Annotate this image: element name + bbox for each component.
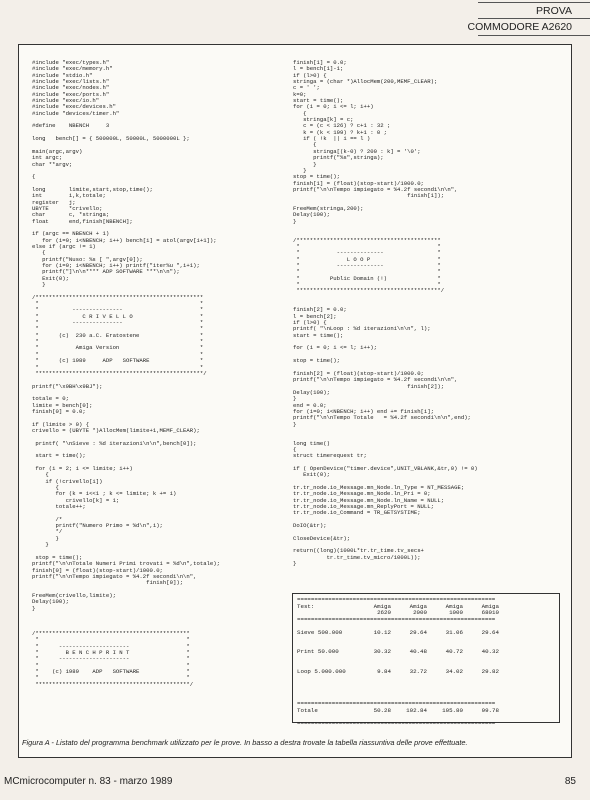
code-line: /******************************************* — [293, 236, 441, 244]
code-line: main(argc,argv) — [32, 147, 83, 155]
code-line: tr.tr_node.io_Message.mn_ReplyPort = NULL; — [293, 503, 434, 511]
code-line: Exit(0); — [293, 471, 330, 479]
code-line: * --------------------- * — [32, 642, 190, 650]
code-line: DoIO(&tr); — [293, 522, 327, 530]
cell-value: 9.84 — [377, 667, 391, 675]
row-label: Totale — [297, 706, 318, 714]
table-row — [297, 669, 563, 682]
row-label: Test: — [297, 602, 315, 610]
code-line: totale = 0; — [32, 395, 69, 403]
cell-value: 29.64 — [481, 628, 499, 636]
code-line: end = 0.0; — [293, 401, 327, 409]
table-header — [297, 604, 563, 617]
code-line: long bench[] = { 500000L, 50000L, 5000000L }; — [32, 135, 190, 143]
code-line: finish[0]); — [32, 579, 184, 587]
code-line: { — [32, 249, 46, 257]
table-rule: ========================================================= — [297, 596, 496, 603]
code-line: printf("\x9BH\x9BJ"); — [32, 382, 103, 390]
code-line: * (c) 230 a.C. Eratostene * — [32, 331, 204, 339]
code-line: if (l>0) { — [293, 71, 327, 79]
code-line: stringa[(k-0) ? 200 : k] = '\0'; — [293, 147, 421, 155]
code-line: if (!crivello[i]) — [32, 477, 103, 485]
code-line: * * — [32, 661, 190, 669]
code-line: printf("\n\nTotale Numeri Primi trovati = %d\n",totale); — [32, 560, 220, 568]
cell-value: 32.72 — [409, 667, 427, 675]
code-line: finish[1]); — [293, 192, 445, 200]
code-line: k=0; — [293, 90, 307, 98]
code-line: crivello[k] = 1; — [32, 496, 120, 504]
code-line: /************************************************** — [32, 293, 204, 301]
code-line: } — [32, 281, 46, 289]
code-line: * * — [32, 350, 204, 358]
code-line: printf("Nuso: %s [ ",argv[0]); — [32, 255, 143, 263]
table-row — [297, 649, 563, 662]
code-line: * B E N C H P R I N T * — [32, 648, 190, 656]
code-line: char c, *stringa; — [32, 211, 110, 219]
code-line: * --------------- * — [32, 306, 204, 314]
code-line: **********************************************/ — [32, 680, 194, 688]
code-line: { — [32, 484, 59, 492]
code-line: #include "exec/ports.h" — [32, 90, 110, 98]
code-line: stop = time(); — [293, 173, 340, 181]
cell-value: 102.84 — [406, 706, 427, 714]
code-line: #include "exec/devices.h" — [32, 103, 116, 111]
table-rule: ========================================================= — [297, 700, 496, 707]
code-line: stop = time(); — [293, 357, 340, 365]
code-line: printf("]\n\n**** ADP SOFTWARE ***\n\n"); — [32, 268, 180, 276]
code-line: #include "exec/lists.h" — [32, 78, 110, 86]
code-line: FreeMem(crivello,limite); — [32, 591, 116, 599]
code-line: * * — [32, 363, 204, 371]
header-rule-bottom — [478, 35, 590, 36]
code-line: #include "stdio.h" — [32, 71, 93, 79]
code-line: * L O O P * — [293, 255, 441, 263]
row-label: Loop 5.000.000 — [297, 667, 346, 675]
cell-value: 10.12 — [373, 628, 391, 636]
code-line: { — [32, 471, 49, 479]
code-line: } — [293, 420, 297, 428]
code-line: Delay(100); — [32, 598, 69, 606]
code-line: * (c) 1989 ADP SOFTWARE * — [32, 668, 190, 675]
code-line: #include "exec/nodes.h" — [32, 84, 110, 92]
code-line: } — [293, 217, 297, 225]
code-line: * --------------------- * — [32, 655, 190, 663]
code-line: } — [32, 534, 59, 542]
results-table — [292, 593, 560, 727]
table-row — [297, 630, 563, 643]
code-line: limite = bench[0]; — [32, 401, 93, 409]
code-line: } — [293, 166, 307, 174]
code-line: finish[0] = 0.0; — [32, 407, 86, 415]
code-line: #include "exec/types.h" — [32, 60, 110, 66]
code-line: * * — [32, 325, 204, 333]
code-line: return((long)(1000L*tr.tr_time.tv_secs+ — [293, 547, 424, 555]
code-line: else if (argc != 1) — [32, 242, 96, 250]
code-line: * Amiga Version * — [32, 344, 204, 352]
code-line: c = (c < 126) ? c+1 : 32 ; — [293, 122, 391, 130]
code-line: register j; — [32, 198, 76, 206]
code-line: finish[1] = 0.0; — [293, 60, 347, 66]
code-line: int i,k,totale; — [32, 192, 106, 200]
cell-value: 40.32 — [481, 648, 499, 655]
code-line: * Public Domain (!) * — [293, 274, 441, 282]
code-line: FreeMem(stringa,200); — [293, 204, 364, 212]
code-line: start = time(); — [32, 452, 86, 460]
code-line: stringa = (char *)AllocMem(200,MEMF_CLEAR); — [293, 78, 438, 86]
cell-value: 40.48 — [409, 648, 427, 655]
cell-value: 29.64 — [409, 628, 427, 636]
code-line: finish[0] = (float)(stop-start)/1000.0; — [32, 566, 163, 574]
code-line: * * — [32, 674, 190, 682]
cell-value: Amiga 68010 — [481, 602, 499, 616]
cell-value: 31.06 — [445, 628, 463, 636]
page-number: 85 — [564, 776, 576, 787]
code-line: k = (k < 199) ? k+1 : 0 ; — [293, 128, 387, 136]
cell-value: Amiga 1000 — [445, 602, 463, 616]
code-line: * --------------- * — [32, 319, 204, 327]
code-line: **************************************************/ — [32, 369, 207, 377]
code-line: if ( OpenDevice("timer.device",UNIT_VBLANK,&tr,0) != 0) — [293, 465, 478, 472]
code-listing-right — [293, 60, 568, 605]
cell-value: 105.80 — [442, 706, 463, 714]
code-line: long time() — [293, 439, 330, 447]
code-line: finish[2] = 0.0; — [293, 306, 347, 314]
code-line: if (argc == NBENCH + 1) — [32, 230, 110, 238]
code-line: start = time(); — [293, 331, 344, 339]
code-line: for (i=0; i<NBENCH; i++) bench[i] = atol(argv[i+1]); — [32, 236, 217, 244]
code-line: struct timerequest tr; — [293, 452, 367, 460]
code-line: * C R I V E L L O * — [32, 312, 204, 320]
code-line: * * — [293, 268, 441, 276]
code-line: #include "exec/io.h" — [32, 97, 100, 105]
code-line: printf("\n\nTempo impiegato = %4.2f secondi\n\n", — [293, 185, 458, 193]
code-line: l = bench[2]; — [293, 312, 337, 320]
code-line: Delay(100); — [293, 211, 330, 219]
cell-value: 50.28 — [373, 706, 391, 714]
code-line: * * — [32, 338, 204, 346]
cell-value: 29.82 — [481, 667, 499, 675]
cell-value: 30.32 — [373, 648, 391, 655]
cell-value: 34.02 — [445, 667, 463, 675]
code-line: if (limite > 0) { — [32, 420, 90, 428]
code-line: printf( "\nLoop : %d iterazioni\n\n", l); — [293, 325, 431, 333]
header-rule-top — [478, 2, 590, 3]
code-line: printf("Numero Primo = %d\n",i); — [32, 522, 163, 530]
code-line: { — [293, 141, 317, 149]
code-line: finish[1] = (float)(stop-start)/1000.0; — [293, 179, 424, 187]
code-line: tr.tr_node.io_Message.mn_Node.ln_Pri = 0; — [293, 490, 431, 498]
code-line: Exit(0); — [32, 274, 69, 282]
code-line: } — [293, 160, 317, 168]
code-line: { — [293, 109, 307, 117]
section-title: PROVA — [536, 5, 572, 17]
row-label: Sieve 500.000 — [297, 628, 343, 636]
code-line: tr.tr_node.io_Message.mn_Node.ln_Name = NULL; — [293, 496, 445, 504]
article-subtitle: COMMODORE A2620 — [467, 21, 572, 33]
table-total-row — [297, 708, 563, 721]
header-rule-middle — [478, 18, 590, 19]
code-line: * * — [32, 636, 190, 644]
cell-value: 40.72 — [445, 648, 463, 655]
code-line: Delay(100); — [293, 388, 330, 396]
code-line: printf("\n\nTempo impiegato = %4.2f secondi\n\n", — [293, 376, 458, 384]
code-line: long limite,start,stop,time(); — [32, 185, 153, 193]
code-line: char **argv; — [32, 160, 73, 168]
code-line: tr.tr_node.io_Command = TR_GETSYSTIME; — [293, 509, 421, 517]
code-line: for (i=0; i<NBENCH; i++) end += finish[i]; — [293, 407, 434, 415]
code-line: * * — [293, 281, 441, 289]
code-line: * (c) 1989 ADP SOFTWARE * — [32, 357, 204, 365]
code-line: { — [293, 445, 297, 453]
code-line: } — [32, 541, 49, 549]
table-rule: ========================================================= — [297, 719, 496, 727]
code-line: { — [32, 173, 36, 181]
code-line: tr.tr_time.tv_micro/1000L)); — [293, 553, 421, 561]
code-line: for (i = 0; i <= l; i++) — [293, 103, 374, 111]
code-line: finish[2]); — [293, 382, 445, 390]
code-line: * -------------- * — [293, 249, 441, 257]
code-line: * -------------- * — [293, 262, 441, 269]
code-line: *******************************************/ — [293, 287, 445, 295]
code-line: crivello = (UBYTE *)AllocMem(limite+1,MEMF_CLEAR); — [32, 426, 200, 434]
code-line: stop = time(); — [32, 553, 83, 561]
cell-value: Amiga 2620 — [373, 602, 391, 616]
code-listing-left — [32, 60, 282, 700]
code-line: printf("%s",stringa); — [293, 154, 384, 162]
code-line: #include "exec/memory.h" — [32, 65, 113, 73]
code-line: if (l>0) { — [293, 319, 327, 327]
code-line: /********************************************** — [32, 629, 190, 637]
code-line: printf( "\nSieve : %d iterazioni\n\n",bench[0]); — [32, 439, 197, 447]
code-line: UBYTE *crivello; — [32, 204, 103, 212]
code-line: finish[2] = (float)(stop-start)/1000.0; — [293, 369, 424, 377]
cell-value: Amiga 2000 — [409, 602, 427, 616]
code-line: */ — [32, 528, 63, 536]
row-label: Print 50.000 — [297, 648, 339, 655]
code-line: * * — [293, 242, 441, 250]
code-line: #include "devices/timer.h" — [32, 109, 120, 117]
code-line: l = bench[1]-1; — [293, 65, 344, 73]
code-line: stringa[k] = c; — [293, 116, 354, 124]
code-line: printf("\n\nTempo impiegato = %4.2f secondi\n\n", — [32, 572, 197, 580]
code-line: } — [293, 395, 297, 403]
code-line: } — [293, 560, 297, 568]
footer-publication: MCmicrocomputer n. 83 - marzo 1989 — [4, 776, 173, 787]
code-line: c = ' '; — [293, 84, 320, 92]
code-line: printf("\n\nTempo Totale = %4.2f secondi\n\n",end); — [293, 414, 471, 422]
code-line: /* — [32, 515, 63, 523]
code-line: float end,finish[NBENCH]; — [32, 217, 133, 225]
code-line: for (i = 2; i <= limite; i++) — [32, 465, 133, 472]
code-line: for (k = i<<1 ; k <= limite; k += i) — [32, 490, 177, 498]
code-line: int argc; — [32, 154, 63, 162]
code-line: totale++; — [32, 503, 86, 511]
code-line: #define NBENCH 3 — [32, 122, 110, 130]
table-rule: ========================================================= — [297, 615, 496, 623]
code-line: if ( !k || i == l ) — [293, 135, 371, 143]
code-line: start = time(); — [293, 97, 344, 105]
code-line: for (i = 0; i <= l; i++); — [293, 344, 377, 352]
code-line: for (i=0; i<NBENCH; i++) printf("iter%u ",i+1); — [32, 262, 200, 269]
code-line: } — [32, 604, 36, 612]
figure-caption: Figura A - Listato del programma benchmark utilizzato per le prove. In basso a destra trovate la tabella riassuntiva delle prove effettuate. — [22, 738, 468, 747]
cell-value: 99.78 — [481, 706, 499, 714]
code-line: CloseDevice(&tr); — [293, 534, 351, 542]
code-line: tr.tr_node.io_Message.mn_Node.ln_Type = NT_MESSAGE; — [293, 484, 465, 492]
code-line: * * — [32, 300, 204, 308]
